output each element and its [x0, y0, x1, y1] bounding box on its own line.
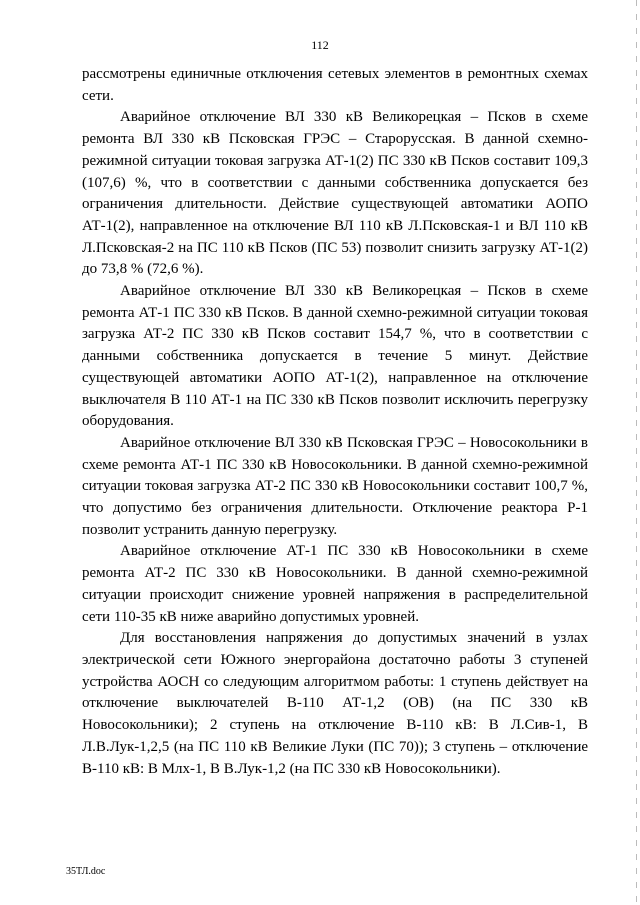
- paragraph-novosokolniki-line: Аварийное отключение ВЛ 330 кВ Псковская ГРЭС – Новосокольники в схеме ремонта АТ-1 ПС 330 кВ Новосокольники. В данной схемно-режимной ситуации токовая загрузка АТ-2 ПС 330 кВ Новосокольники составит 100,7 %, что допустимо без ограничения длительности. Отключение реактора Р-1 позволит устранить данную перегрузку.: [82, 434, 588, 538]
- scan-edge-divider: [636, 0, 637, 905]
- paragraph-pskov-grес-repair: Аварийное отключение ВЛ 330 кВ Великорецкая – Псков в схеме ремонта ВЛ 330 кВ Псковская ГРЭС – Старорусская. В данной схемно-режимной ситуации токовая загрузка АТ-1(2) ПС 330 кВ Псков составит 109,3 (107,6) %, что в соответствии с данными собственника допускается без ограничения длительности. Действие существующей автоматики АОПО АТ-1(2), направленное на отключение ВЛ 110 кВ Л.Псковская-1 и ВЛ 110 кВ Л.Псковская-2 на ПС 110 кВ Псков (ПС 53) позволит снизить загрузку АТ-1(2) до 73,8 % (72,6 %).: [82, 109, 588, 278]
- paragraph-aosn-algorithm: Для восстановления напряжения до допустимых значений в узлах электрической сети Южного энергорайона достаточно работы 3 ступеней устройства АОСН со следующим алгоритмом работы: 1 ступень действует на отключение выключателей В-110 АТ-1,2 (ОВ) (на ПС 330 кВ Новосокольники); 2 ступень на отключение В-110 кВ: В Л.Сив-1, В Л.В.Лук-1,2,5 (на ПС 110 кВ Великие Луки (ПС 70)); 3 ступень – отключение В-110 кВ: В Млх-1, В В.Лук-1,2 (на ПС 330 кВ Новосокольники).: [82, 630, 588, 777]
- paragraph-novosokolniki-at1: Аварийное отключение АТ-1 ПС 330 кВ Новосокольники в схеме ремонта АТ-2 ПС 330 кВ Новосокольники. В данной схемно-режимной ситуации происходит снижение уровней напряжения в распределительной сети 110-35 кВ ниже аварийно допустимых уровней.: [82, 543, 588, 625]
- paragraph-pskov-at1-repair: Аварийное отключение ВЛ 330 кВ Великорецкая – Псков в схеме ремонта АТ-1 ПС 330 кВ Псков. В данной схемно-режимной ситуации токовая загрузка АТ-2 ПС 330 кВ Псков составит 154,7 %, что в соответствии с данными собственника допускается в течение 5 минут. Действие существующей автоматики АОПО АТ-1(2), направленное на отключение выключателя В 110 АТ-1 на ПС 330 кВ Псков позволит исключить перегрузку оборудования.: [82, 283, 588, 430]
- document-body: [82, 64, 588, 780]
- page-number: 112: [311, 38, 329, 52]
- footer-filename: 35ТЛ.doc: [66, 866, 106, 877]
- paragraph-continuation: рассмотрены единичные отключения сетевых элементов в ремонтных схемах сети.: [82, 66, 588, 104]
